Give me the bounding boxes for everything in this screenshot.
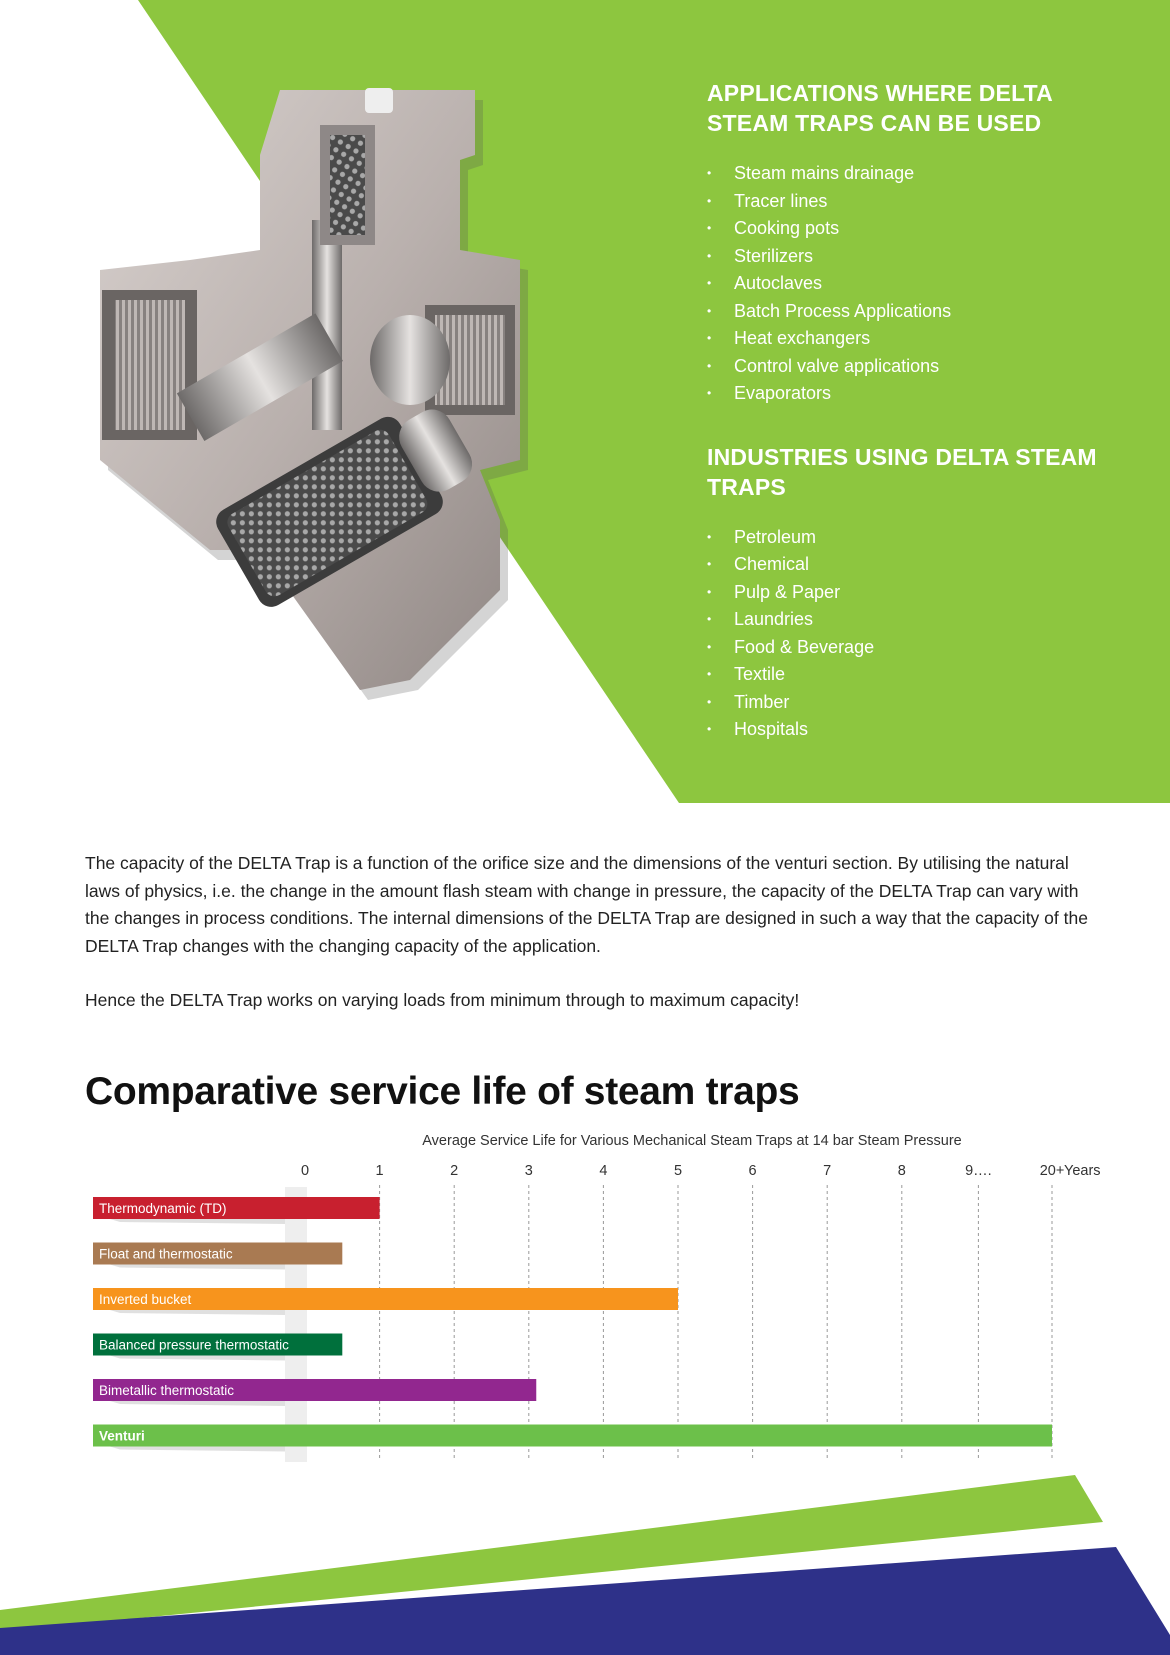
applications-industries-column <box>707 78 1127 778</box>
x-tick-label: 3 <box>524 1163 533 1179</box>
zero-axis-band <box>285 1187 307 1462</box>
category-tab-shadow <box>110 1310 285 1315</box>
x-tick-label: 2 <box>450 1163 459 1179</box>
chart-heading: Comparative service life of steam traps <box>85 1070 800 1113</box>
list-item: • Autoclaves <box>707 270 1127 298</box>
list-item: • Cooking pots <box>707 215 1127 243</box>
bar <box>305 1379 536 1401</box>
x-tick-label: 6 <box>748 1163 757 1179</box>
category-label: Balanced pressure thermostatic <box>99 1337 289 1353</box>
category-tab-shadow <box>110 1219 285 1224</box>
list-item: • Hospitals <box>707 716 1127 744</box>
service-life-chart <box>0 1125 1170 1470</box>
applications-heading: APPLICATIONS WHERE DELTA STEAM TRAPS CAN BE USED <box>707 80 1053 136</box>
x-tick-label: 5 <box>673 1163 683 1179</box>
bar <box>305 1288 678 1310</box>
bar <box>305 1197 380 1219</box>
body-paragraph: Hence the DELTA Trap works on varying loads from minimum through to maximum capacity! <box>85 990 800 1010</box>
chart-title: Average Service Life for Various Mechanical Steam Traps at 14 bar Steam Pressure <box>422 1133 962 1149</box>
x-axis-label: Years <box>1064 1163 1101 1179</box>
list-item: • Steam mains drainage <box>707 160 1127 188</box>
category-tab-shadow <box>110 1265 285 1270</box>
list-item: • Tracer lines <box>707 188 1127 216</box>
list-item: • Textile <box>707 661 1127 689</box>
x-tick-label: 8 <box>897 1163 906 1179</box>
x-tick-label: 20+ <box>1039 1163 1065 1179</box>
category-label: Float and thermostatic <box>99 1246 233 1262</box>
x-tick-label: 0 <box>300 1163 310 1179</box>
x-tick-label: 7 <box>823 1163 832 1179</box>
list-item: • Chemical <box>707 551 1127 579</box>
list-item: • Evaporators <box>707 380 1127 408</box>
bar <box>305 1425 1052 1447</box>
steam-trap-cutaway-image <box>80 80 550 720</box>
applications-list <box>707 160 1127 408</box>
list-item: • Timber <box>707 689 1127 717</box>
x-tick-label: 9…. <box>965 1163 992 1179</box>
list-item: • Laundries <box>707 606 1127 634</box>
category-tab-shadow <box>110 1447 285 1452</box>
list-item: • Petroleum <box>707 524 1127 552</box>
category-label: Venturi <box>99 1428 145 1444</box>
list-item: • Control valve applications <box>707 353 1127 381</box>
x-tick-label: 4 <box>599 1163 608 1179</box>
bar <box>305 1243 342 1265</box>
category-label: Bimetallic thermostatic <box>99 1383 235 1398</box>
industries-heading: INDUSTRIES USING DELTA STEAM TRAPS <box>707 443 1097 500</box>
list-item: • Heat exchangers <box>707 325 1127 353</box>
category-label: Inverted bucket <box>99 1292 192 1307</box>
body-paragraph: The capacity of the DELTA Trap is a function of the orifice size and the dimensions of the venturi section. By utilising the natural laws of physics, i.e. the change in the amount flash steam with change in pressure, the capacity of the DELTA Trap can vary with the changes in process conditions. The internal dimensions of the DELTA Trap are designed in such a way that the capacity of the DELTA Trap changes with the changing capacity of the application. <box>85 853 1088 956</box>
list-item: • Batch Process Applications <box>707 298 1127 326</box>
category-tab-shadow <box>110 1401 285 1406</box>
list-item: • Food & Beverage <box>707 634 1127 662</box>
industries-list <box>707 524 1127 744</box>
x-tick-label: 1 <box>375 1163 384 1179</box>
list-item: • Sterilizers <box>707 243 1127 271</box>
list-item: • Pulp & Paper <box>707 579 1127 607</box>
bar <box>305 1334 342 1356</box>
category-label: Thermodynamic (TD) <box>99 1201 227 1216</box>
category-tab-shadow <box>110 1356 285 1361</box>
body-text <box>85 850 1095 1042</box>
footer-stripes <box>0 1470 1170 1655</box>
